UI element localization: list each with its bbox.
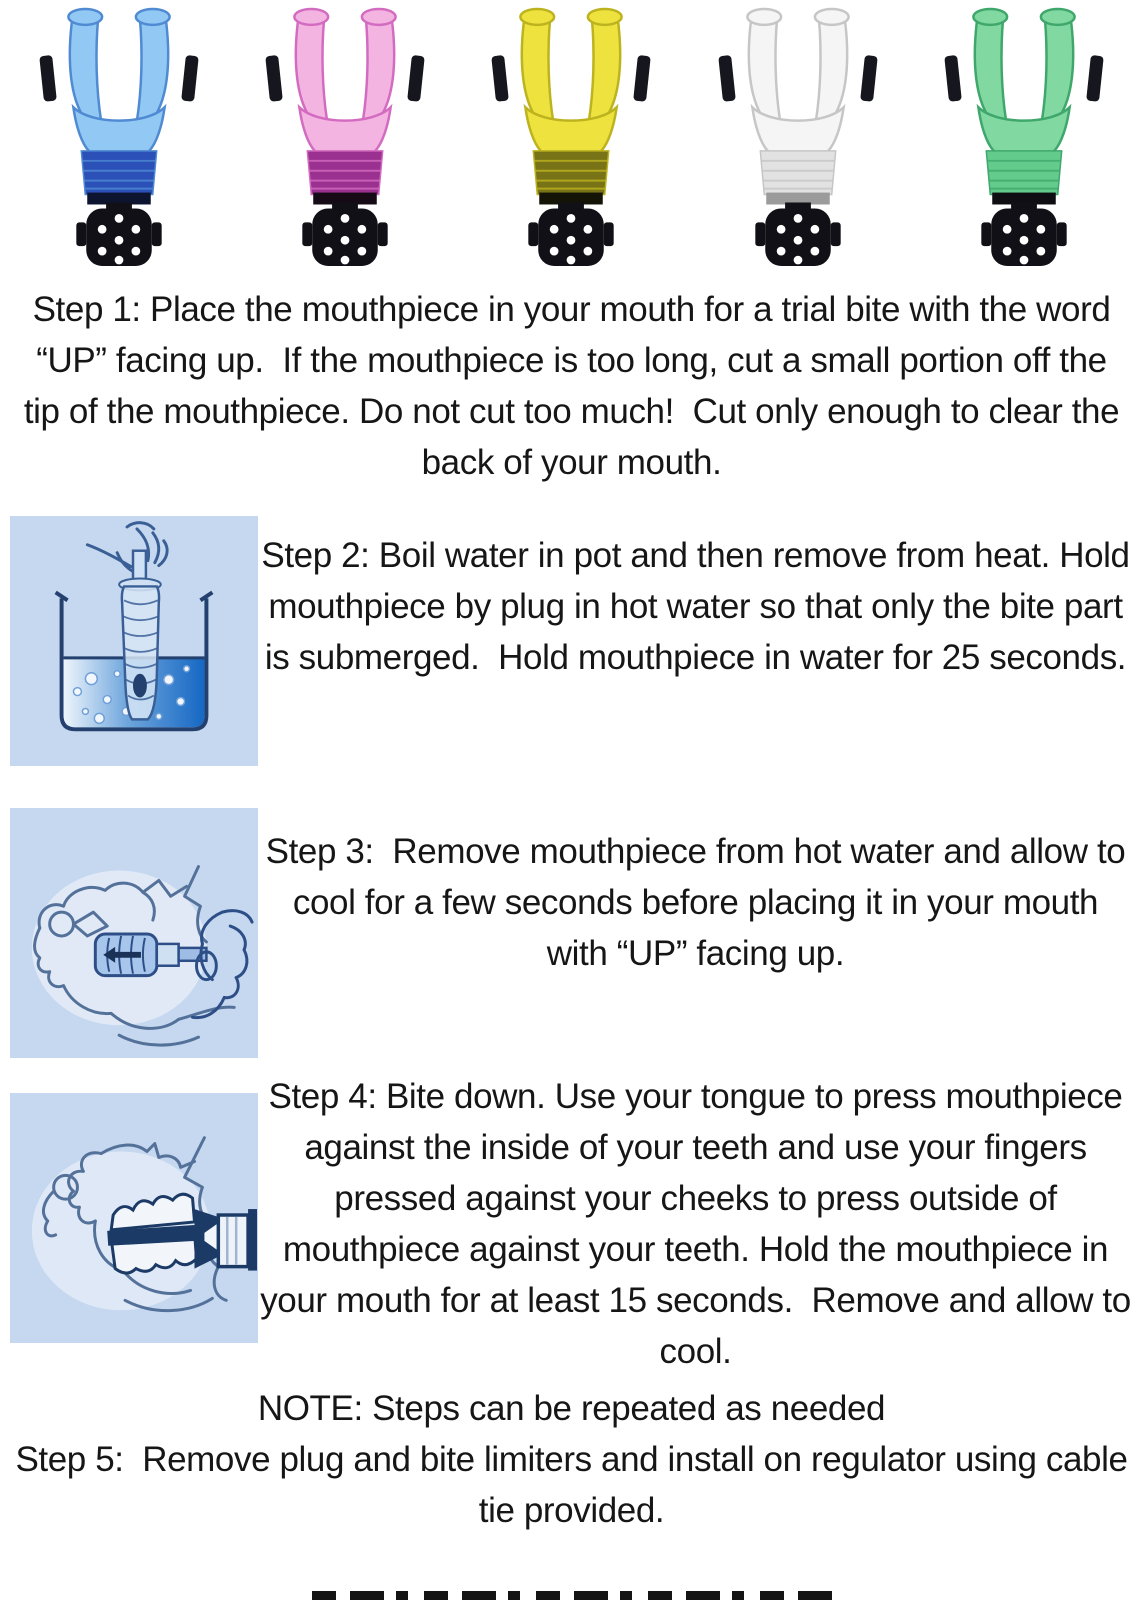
jaw-bite-image: [10, 1093, 258, 1343]
mouthpiece-pink: [261, 4, 429, 268]
bite-limiter-clip-left: [266, 55, 284, 102]
bite-limiter-clip-left: [492, 55, 510, 102]
bite-limiter-clip-left: [718, 55, 736, 102]
mouthpiece-blue: [35, 4, 203, 268]
step1-text: Step 1: Place the mouthpiece in your mouth for a trial bite with the word “UP” facing up. If the mouthpiece is too long, cut a small portion off the tip of the mouthpiece. Do not cut too much! Cut only enough to clear the back of your mouth.: [23, 290, 1129, 482]
step2-illustration: [10, 516, 258, 766]
bite-limiter-clip-left: [944, 55, 962, 102]
mouthpiece-white: [714, 4, 882, 268]
step3-illustration: [10, 808, 258, 1058]
boiling-pot-image: [10, 516, 258, 766]
step4-illustration: [10, 1093, 258, 1343]
note-text: NOTE: Steps can be repeated as needed: [257, 1389, 886, 1428]
mouthpiece-image: [261, 4, 429, 268]
step3-text: Step 3: Remove mouthpiece from hot water and allow to cool for a few seconds before placing it in your mouth with “UP” facing up.: [265, 832, 1135, 973]
step3-section: [0, 808, 1143, 1058]
bite-limiter-clip-right: [1086, 55, 1104, 102]
bite-limiter-clip-right: [860, 55, 878, 102]
mouthpiece-image: [714, 4, 882, 268]
mouthpiece-green: [940, 4, 1108, 268]
bite-limiter-clip-right: [634, 55, 652, 102]
mouthpiece-image: [35, 4, 203, 268]
step2-text: Step 2: Boil water in pot and then remove from heat. Hold mouthpiece by plug in hot water so that only the bite part is submerged. Hold mouthpiece in water for 25 seconds.: [261, 536, 1139, 677]
mouthpiece-image: [940, 4, 1108, 268]
step4-text: Step 4: Bite down. Use your tongue to press mouthpiece against the inside of your teeth and use your fingers pressed against your cheeks to press outside of mouthpiece against your teeth. Hold the mouthpiece in your mouth for at least 15 seconds. Remove and allow to cool.: [260, 1077, 1141, 1371]
cutoff-text-strip: [312, 1591, 832, 1600]
bite-limiter-clip-right: [181, 55, 199, 102]
bite-limiter-clip-left: [39, 55, 57, 102]
mouthpiece-image: [487, 4, 655, 268]
face-mouthpiece-image: [10, 808, 258, 1058]
mouthpiece-row: [0, 0, 1143, 272]
bite-limiter-clip-right: [407, 55, 425, 102]
step2-section: [0, 516, 1143, 766]
mouthpiece-yellow: [487, 4, 655, 268]
step5-text: Step 5: Remove plug and bite limiters and install on regulator using cable tie provided.: [15, 1440, 1137, 1530]
step4-section: [0, 1071, 1143, 1377]
